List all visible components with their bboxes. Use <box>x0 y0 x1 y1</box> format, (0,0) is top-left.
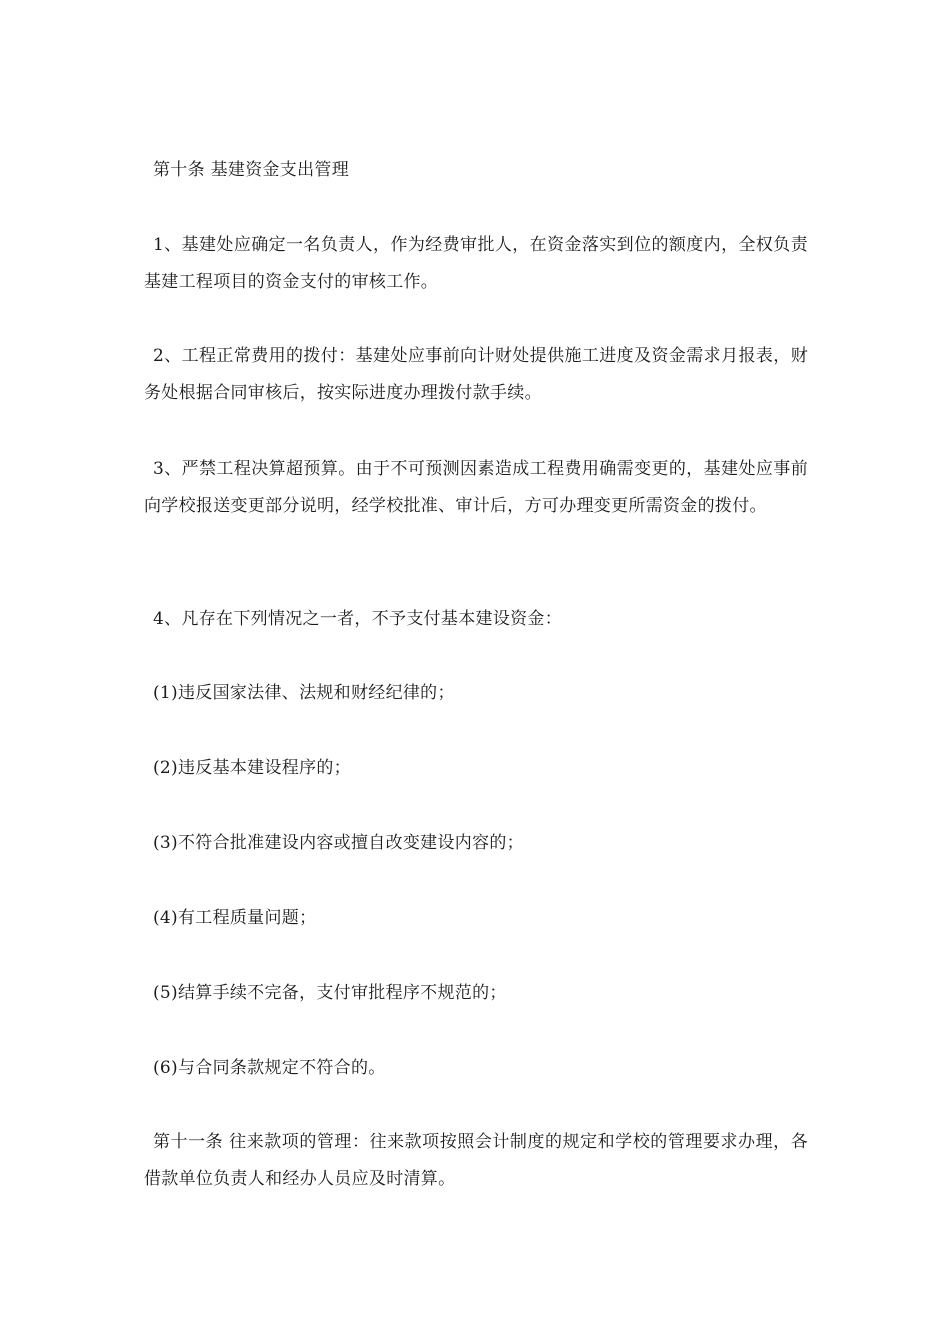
article-11-paragraph: 第十一条 往来款项的管理：往来款项按照会计制度的规定和学校的管理要求办理，各借款单位负责人和经办人员应及时清算。 <box>144 1132 808 1189</box>
sub-item-2: (2)违反基本建设程序的； <box>153 758 351 778</box>
paragraph-item-4: 4、凡存在下列情况之一者，不予支付基本建设资金： <box>153 609 563 629</box>
article-10-heading: 第十条 基建资金支出管理 <box>153 160 350 180</box>
sub-item-6: (6)与合同条款规定不符合的。 <box>153 1058 386 1078</box>
sub-item-1: (1)违反国家法律、法规和财经纪律的； <box>153 683 455 703</box>
sub-item-5: (5)结算手续不完备，支付审批程序不规范的； <box>153 983 507 1003</box>
paragraph-item-1: 1、基建处应确定一名负责人，作为经费审批人，在资金落实到位的额度内，全权负责基建工程项目的资金支付的审核工作。 <box>144 235 808 292</box>
paragraph-item-3: 3、严禁工程决算超预算。由于不可预测因素造成工程费用确需变更的，基建处应事前向学校报送变更部分说明，经学校批准、审计后，方可办理变更所需资金的拨付。 <box>144 459 808 516</box>
paragraph-item-2: 2、工程正常费用的拨付：基建处应事前向计财处提供施工进度及资金需求月报表，财务处根据合同审核后，按实际进度办理拨付款手续。 <box>144 346 808 403</box>
sub-item-4: (4)有工程质量问题； <box>153 908 317 928</box>
sub-item-3: (3)不符合批准建设内容或擅自改变建设内容的； <box>153 833 524 853</box>
